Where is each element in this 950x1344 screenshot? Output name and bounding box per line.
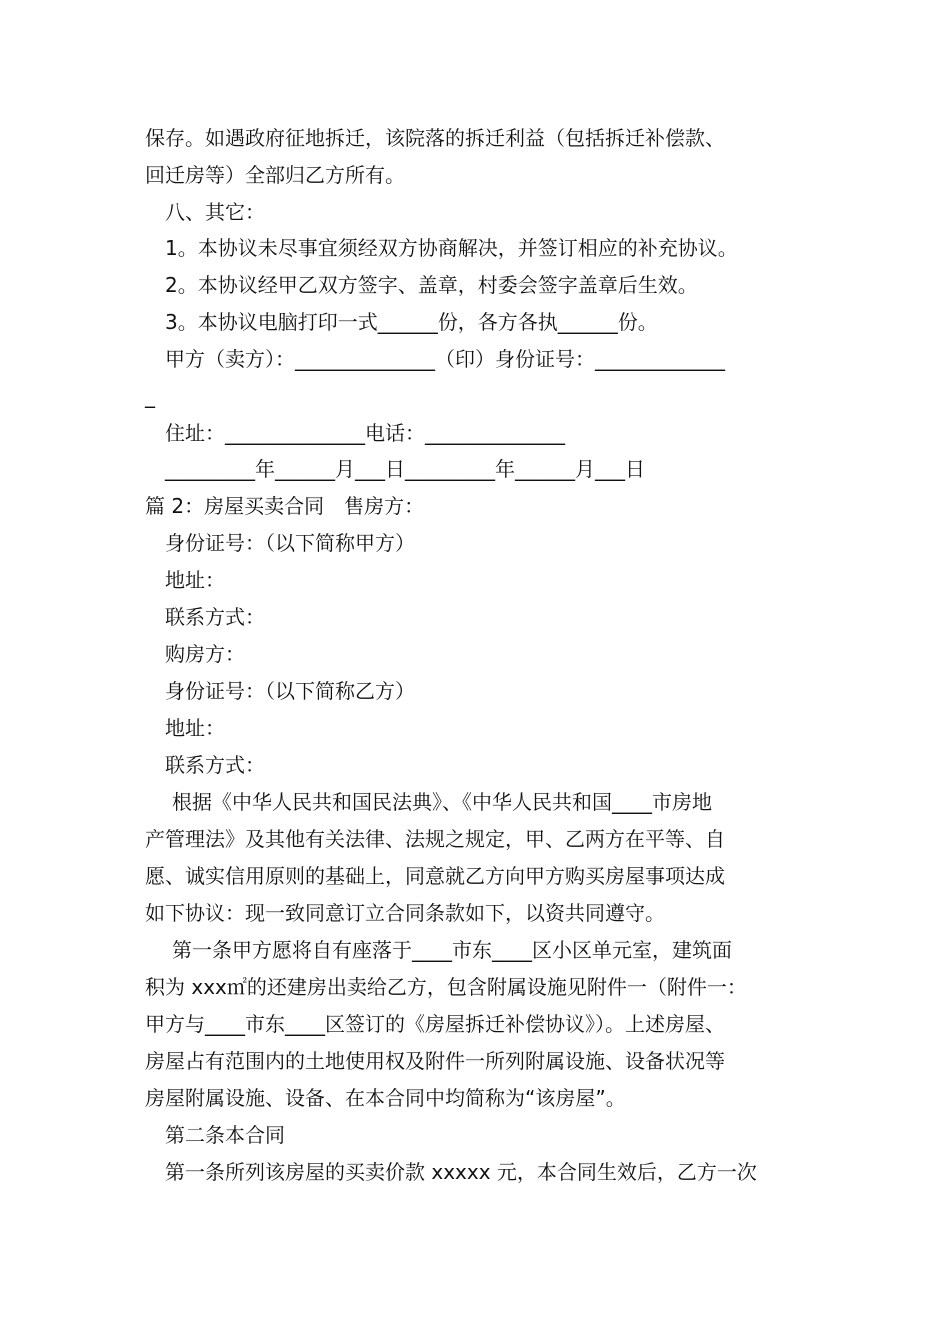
text-line: 联系方式： (165, 753, 265, 777)
article-heading: 第二条本合同 (165, 1123, 285, 1147)
paragraph-line: 如下协议：现一致同意订立合同条款如下，以资共同遵守。 (145, 901, 665, 925)
text-line: 联系方式： (165, 605, 265, 629)
text-line: 身份证号：（以下简称乙方） (165, 679, 415, 703)
text-line: 地址： (165, 716, 225, 740)
text-line: 2。本协议经甲乙双方签字、盖章，村委会签字盖章后生效。 (165, 273, 698, 297)
text-line: 1。本协议未尽事宜须经双方协商解决，并签订相应的补充协议。 (165, 236, 738, 260)
section-heading: 八、其它： (165, 200, 265, 224)
text-line: 身份证号：（以下简称甲方） (165, 531, 415, 555)
paragraph-line: 第一条甲方愿将自有座落于____市东____区小区单元室，建筑面 (172, 938, 732, 962)
contract-title: 篇 2：房屋买卖合同 售房方： (145, 494, 425, 518)
text-line: 回迁房等）全部归乙方所有。 (145, 163, 405, 187)
date-line: _________年______月___日_________年______月___日 (165, 457, 645, 481)
paragraph-line: 根据《中华人民共和国民法典》、《中华人民共和国____市房地 (172, 790, 712, 814)
text-line: 3。本协议电脑打印一式______份，各方各执______份。 (165, 310, 658, 334)
paragraph-line: 甲方与____市东____区签订的《房屋拆迁补偿协议》）。上述房屋、 (145, 1012, 725, 1036)
address-phone-line: 住址：______________电话：______________ (165, 421, 565, 445)
text-line: 购房方： (165, 642, 245, 666)
text-line: 保存。如遇政府征地拆迁，该院落的拆迁利益（包括拆迁补偿款、 (145, 126, 725, 150)
paragraph-line: 第一条所列该房屋的买卖价款 xxxxx 元，本合同生效后，乙方一次 (165, 1160, 757, 1184)
paragraph-line: 房屋附属设施、设备、在本合同中均简称为“该房屋”。 (145, 1086, 626, 1110)
paragraph-line: 愿、诚实信用原则的基础上，同意就乙方向甲方购买房屋事项达成 (145, 864, 725, 888)
paragraph-line: 房屋占有范围内的土地使用权及附件一所列附属设施、设备状况等 (145, 1049, 725, 1073)
text-line: _ (145, 384, 155, 408)
signature-line-party-a: 甲方（卖方）：______________（印）身份证号：_____________ (165, 347, 725, 371)
text-line: 地址： (165, 568, 225, 592)
paragraph-line: 积为 xxx㎡的还建房出卖给乙方，包含附属设施见附件一（附件一： (145, 975, 747, 999)
paragraph-line: 产管理法》及其他有关法律、法规之规定，甲、乙两方在平等、自 (145, 827, 725, 851)
